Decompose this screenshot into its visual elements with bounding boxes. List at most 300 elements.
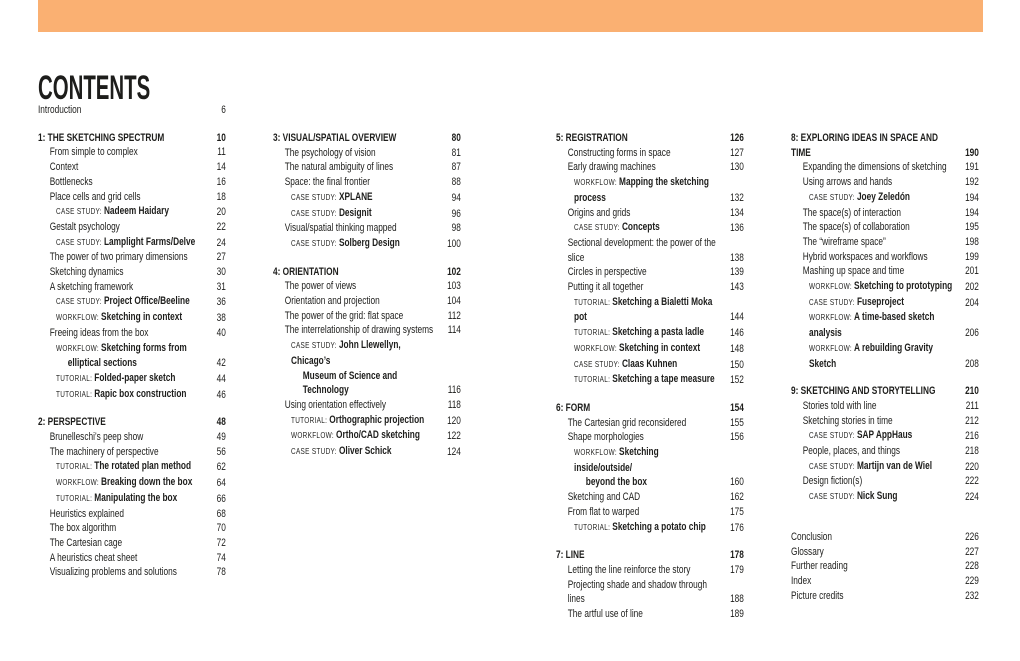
toc-block [556, 401, 744, 535]
toc-entry [791, 235, 979, 250]
entry-title: Visual/spatial thinking mapped [284, 222, 397, 235]
entry-title: Space: the final frontier [284, 176, 371, 189]
toc-entry [556, 607, 744, 622]
entry-title: From flat to warped [567, 505, 640, 518]
toc-entry [556, 220, 744, 236]
toc-entry [791, 206, 979, 221]
page-title: CONTENTS [38, 68, 151, 107]
section-header [38, 131, 226, 146]
page-number: 208 [965, 357, 979, 370]
page-number: 175 [730, 505, 744, 518]
entry-prefix: TUTORIAL: [56, 389, 95, 399]
entry-title: A sketching framework [49, 280, 134, 293]
toc-entry [273, 160, 461, 175]
entry-title: Further reading [791, 560, 848, 573]
toc-entry [38, 160, 226, 175]
toc-entry [38, 250, 226, 265]
entry-title: Circles in perspective [567, 266, 647, 279]
entry-title: Freeing ideas from the box [49, 326, 149, 339]
toc-entry [556, 146, 744, 161]
toc-entry [791, 295, 979, 311]
toc-entry [556, 160, 744, 175]
toc-entry [556, 325, 744, 341]
page-number: 14 [216, 161, 226, 174]
entry-prefix: CASE STUDY: [56, 297, 104, 307]
toc-entry [273, 428, 461, 444]
accent-bar [38, 0, 983, 32]
section-header [791, 131, 979, 160]
page-number: 44 [216, 372, 226, 385]
page-number: 155 [730, 416, 744, 429]
page-number: 232 [965, 589, 979, 602]
page-number: 31 [216, 280, 226, 293]
toc-entry [38, 371, 226, 387]
section-header [556, 548, 744, 563]
entry-prefix: TUTORIAL: [574, 297, 613, 307]
section-title: 5: REGISTRATION [556, 132, 628, 144]
page-number: 218 [965, 445, 979, 458]
entry-title: WORKFLOW: Sketching inside/outside/ [574, 446, 659, 474]
toc-entry [38, 326, 226, 341]
toc-entry [38, 507, 226, 522]
entry-title: CASE STUDY: Joey Zeledón [809, 190, 910, 203]
section-header [38, 415, 226, 430]
toc-entry [38, 294, 226, 310]
toc-block [38, 131, 226, 403]
toc-entry [273, 444, 461, 460]
section-page-number: 48 [216, 416, 226, 429]
page-number: 199 [965, 250, 979, 263]
page-number: 30 [216, 266, 226, 279]
section-header [556, 401, 744, 416]
entry-prefix: CASE STUDY: [291, 238, 339, 248]
page-number: 27 [216, 251, 226, 264]
toc-entry [556, 563, 744, 578]
section-page-number: 10 [216, 131, 226, 144]
entry-title: TUTORIAL: Manipulating the box [56, 491, 178, 504]
entry-title-line2: elliptical sections [67, 357, 137, 370]
entry-title: CASE STUDY: Concepts [574, 221, 660, 234]
page-number: 130 [730, 161, 744, 174]
entry-title: The natural ambiguity of lines [284, 161, 394, 174]
entry-title: Heuristics explained [49, 507, 124, 520]
toc-entry [273, 398, 461, 413]
page-number: 160 [730, 476, 744, 489]
toc-entry [38, 204, 226, 220]
toc-block [38, 103, 226, 118]
section-page-number: 80 [451, 132, 461, 144]
entry-title: CASE STUDY: Martijn van de Wiel [809, 459, 933, 472]
page-number: 176 [730, 521, 744, 534]
page-number: 62 [216, 461, 226, 474]
toc-block [273, 131, 461, 252]
entry-prefix: WORKFLOW: [809, 313, 855, 323]
page-number: 56 [216, 445, 226, 458]
entry-title: CASE STUDY: Claas Kuhnen [574, 357, 678, 370]
toc-block [38, 415, 226, 580]
entry-title: From simple to complex [49, 146, 138, 159]
page-number: 191 [965, 161, 979, 174]
page-number: 78 [216, 566, 226, 579]
entry-prefix: TUTORIAL: [291, 415, 330, 425]
entry-title: Picture credits [791, 589, 844, 602]
toc-entry [791, 559, 979, 574]
entry-prefix: WORKFLOW: [574, 343, 620, 353]
page-number: 24 [216, 236, 226, 249]
page-number: 103 [447, 280, 461, 293]
page-number: 179 [730, 563, 744, 576]
section-title: 9: SKETCHING AND STORYTELLING [791, 385, 936, 398]
page-number: 227 [965, 545, 979, 558]
page-number: 70 [216, 522, 226, 535]
toc-entry [791, 279, 979, 295]
page-number: 64 [216, 477, 226, 490]
page-number: 98 [451, 222, 461, 235]
page-number: 66 [216, 492, 226, 505]
page-number: 211 [965, 399, 979, 412]
entry-title: TUTORIAL: Sketching a Bialetti Moka pot [574, 295, 713, 324]
entry-title: CASE STUDY: Project Office/Beeline [56, 295, 190, 308]
entry-title-line2: beyond the box [585, 476, 648, 489]
section-title: 7: LINE [556, 549, 585, 562]
entry-prefix: WORKFLOW: [56, 313, 102, 323]
page-number: 136 [730, 222, 744, 235]
entry-title: WORKFLOW: A time-based sketch analysis [809, 311, 935, 340]
page-number: 100 [447, 237, 461, 250]
toc-entry [38, 280, 226, 295]
entry-title: Context [49, 161, 79, 174]
page-number: 127 [730, 146, 744, 159]
entry-title: Expanding the dimensions of sketching [802, 161, 947, 174]
entry-prefix: TUTORIAL: [574, 328, 613, 338]
entry-title: Conclusion [791, 530, 833, 543]
entry-title: TUTORIAL: The rotated plan method [56, 460, 192, 473]
page-number: 72 [216, 536, 226, 549]
toc-block [791, 384, 979, 505]
toc-entry [791, 341, 979, 371]
entry-title: WORKFLOW: Ortho/CAD sketching [291, 429, 420, 442]
entry-title: WORKFLOW: Breaking down the box [56, 476, 193, 489]
page-number: 188 [730, 593, 744, 606]
entry-title: TUTORIAL: Orthographic projection [291, 413, 425, 426]
toc-entry [556, 445, 744, 490]
entry-title: TUTORIAL: Sketching a potato chip [574, 520, 706, 533]
toc-entry [273, 309, 461, 324]
toc-column-3 [556, 103, 744, 622]
page-number: 6 [221, 104, 226, 116]
page-number: 194 [965, 191, 979, 204]
page-number: 134 [730, 206, 744, 219]
section-title: 3: VISUAL/SPATIAL OVERVIEW [273, 132, 397, 144]
toc-entry [791, 220, 979, 235]
page-number: 216 [965, 430, 979, 443]
entry-title: CASE STUDY: Oliver Schick [291, 445, 392, 458]
toc-entry [791, 444, 979, 459]
entry-prefix: CASE STUDY: [291, 208, 339, 218]
toc-entry [38, 475, 226, 491]
entry-title: Bottlenecks [49, 175, 93, 188]
section-page-number: 210 [965, 385, 979, 398]
toc-entry [556, 372, 744, 388]
entry-title: Place cells and grid cells [49, 190, 141, 203]
entry-title: CASE STUDY: Nick Sung [809, 490, 898, 503]
toc-entry [38, 103, 226, 118]
entry-prefix: CASE STUDY: [809, 297, 857, 307]
toc-entry [273, 279, 461, 294]
toc-entry [556, 341, 744, 357]
toc-entry [38, 445, 226, 460]
entry-prefix: CASE STUDY: [56, 237, 104, 247]
entry-title: The power of the grid: flat space [284, 309, 404, 322]
toc-entry [791, 474, 979, 489]
toc-entry [791, 175, 979, 190]
toc-entry [38, 341, 226, 371]
toc-entry [791, 459, 979, 475]
toc-entry [38, 565, 226, 580]
toc-column-1 [38, 103, 226, 580]
page-number: 156 [730, 431, 744, 444]
entry-title: WORKFLOW: Sketching to prototyping [809, 280, 953, 293]
toc-entry [38, 220, 226, 235]
entry-title: Projecting shade and shadow through lines [567, 578, 708, 606]
section-header [273, 131, 461, 146]
page-number: 152 [730, 374, 744, 387]
entry-title: The box algorithm [49, 522, 117, 535]
section-title: 2: PERSPECTIVE [38, 416, 106, 429]
toc-entry [556, 520, 744, 536]
entry-prefix: CASE STUDY: [574, 223, 622, 233]
section-header [791, 384, 979, 399]
entry-title: WORKFLOW: Mapping the sketching process [574, 176, 709, 204]
page-number: 16 [216, 175, 226, 188]
toc-entry [791, 160, 979, 175]
entry-prefix: TUTORIAL: [56, 493, 95, 503]
section-page-number: 126 [730, 132, 744, 144]
toc-entry [273, 236, 461, 252]
page-number: 68 [216, 507, 226, 520]
toc-entry [273, 146, 461, 161]
toc-entry [791, 545, 979, 560]
section-title: 1: THE SKETCHING SPECTRUM [38, 131, 165, 144]
page-number: 146 [730, 327, 744, 340]
toc-entry [273, 175, 461, 190]
toc-entry [38, 521, 226, 536]
toc-entry [556, 265, 744, 280]
page-number: 204 [965, 296, 979, 309]
entry-title: WORKFLOW: Sketching in context [574, 341, 701, 354]
entry-title: Visualizing problems and solutions [49, 566, 177, 579]
toc-block [556, 548, 744, 622]
toc-entry [791, 250, 979, 265]
toc-entry [791, 264, 979, 279]
entry-prefix: CASE STUDY: [574, 359, 622, 369]
entry-title: Design fiction(s) [802, 475, 863, 488]
page-number: 198 [965, 235, 979, 248]
toc-entry [38, 536, 226, 551]
entry-prefix: WORKFLOW: [809, 282, 855, 292]
entry-title: People, places, and things [802, 445, 901, 458]
section-title: 8: EXPLORING IDEAS IN SPACE AND TIME [791, 132, 939, 159]
section-page-number: 178 [730, 549, 744, 562]
toc-block [556, 131, 744, 388]
page-number: 220 [965, 460, 979, 473]
entry-title: CASE STUDY: John Llewellyn, Chicago’s [291, 339, 401, 367]
page-number: 42 [216, 357, 226, 370]
entry-prefix: TUTORIAL: [56, 373, 95, 383]
toc-entry [38, 175, 226, 190]
entry-title: Glossary [791, 545, 824, 558]
page-number: 206 [965, 327, 979, 340]
entry-title: Gestalt psychology [49, 220, 120, 233]
toc-entry [38, 235, 226, 251]
entry-title: Putting it all together [567, 281, 644, 294]
toc-entry [556, 416, 744, 431]
entry-title: A heuristics cheat sheet [49, 551, 138, 564]
page-number: 222 [965, 475, 979, 488]
toc-entry [38, 190, 226, 205]
toc-entry [38, 551, 226, 566]
section-title: 4: ORIENTATION [273, 265, 339, 278]
entry-title: The machinery of perspective [49, 445, 159, 458]
page-number: 46 [216, 388, 226, 401]
toc-entry [791, 530, 979, 545]
entry-prefix: WORKFLOW: [809, 343, 855, 353]
section-page-number: 190 [965, 146, 979, 159]
page-number: 120 [447, 414, 461, 427]
entry-title: The Cartesian grid reconsidered [567, 416, 687, 429]
entry-title: Early drawing machines [567, 161, 656, 174]
toc-entry [556, 578, 744, 607]
page-number: 38 [216, 312, 226, 325]
entry-title: Using arrows and hands [802, 176, 893, 189]
entry-prefix: WORKFLOW: [56, 478, 102, 488]
entry-title: TUTORIAL: Rapic box construction [56, 387, 187, 400]
entry-title: TUTORIAL: Sketching a pasta ladle [574, 326, 705, 339]
page-number: 104 [447, 295, 461, 308]
entry-title: Hybrid workspaces and workflows [802, 250, 928, 263]
toc-entry [556, 357, 744, 373]
entry-prefix: WORKFLOW: [291, 431, 337, 441]
entry-prefix: TUTORIAL: [56, 462, 95, 472]
entry-title: Stories told with line [802, 399, 877, 412]
toc-entry [791, 589, 979, 604]
page-number: 124 [447, 446, 461, 459]
entry-title: TUTORIAL: Sketching a tape measure [574, 373, 715, 386]
toc-entry [38, 430, 226, 445]
entry-title: CASE STUDY: Solberg Design [291, 236, 400, 249]
toc-entry [273, 221, 461, 236]
page-number: 18 [216, 190, 226, 203]
page-number: 144 [730, 311, 744, 324]
entry-title: CASE STUDY: Nadeem Haidary [56, 205, 169, 218]
page-number: 202 [965, 281, 979, 294]
entry-title: Mashing up space and time [802, 265, 905, 278]
entry-title: Sketching dynamics [49, 266, 124, 279]
page-number: 116 [447, 384, 461, 397]
entry-title: CASE STUDY: Lamplight Farms/Delve [56, 235, 196, 248]
toc-entry [791, 190, 979, 206]
section-header [273, 265, 461, 280]
entry-title: The “wireframe space” [802, 235, 886, 248]
entry-title: Letting the line reinforce the story [567, 563, 691, 576]
toc-entry [556, 430, 744, 445]
toc-block [791, 530, 979, 604]
page-number: 212 [965, 414, 979, 427]
toc-entry [791, 310, 979, 340]
entry-prefix: WORKFLOW: [574, 448, 620, 458]
toc-entry [273, 413, 461, 429]
toc-block [273, 265, 461, 460]
entry-title: WORKFLOW: Sketching forms from [56, 341, 187, 354]
page-number: 189 [730, 608, 744, 621]
page-number: 20 [216, 206, 226, 219]
entry-prefix: CASE STUDY: [809, 461, 857, 471]
entry-prefix: CASE STUDY: [291, 192, 339, 202]
toc-column-4 [791, 103, 979, 603]
entry-prefix: WORKFLOW: [574, 178, 620, 188]
section-title: 6: FORM [556, 401, 591, 414]
toc-block [791, 131, 979, 371]
toc-entry [273, 323, 461, 338]
toc-entry [38, 265, 226, 280]
entry-title: TUTORIAL: Folded-paper sketch [56, 371, 176, 384]
toc-entry [791, 574, 979, 589]
page-number: 228 [965, 560, 979, 573]
toc-entry [791, 414, 979, 429]
toc-entry [38, 459, 226, 475]
section-page-number: 154 [730, 401, 744, 414]
page-number: 162 [730, 491, 744, 504]
page-number: 194 [965, 206, 979, 219]
page-number: 224 [965, 491, 979, 504]
entry-title: Origins and grids [567, 206, 631, 219]
entry-title: Sketching stories in time [802, 414, 893, 427]
page-number: 81 [451, 146, 461, 159]
entry-title: Introduction [38, 104, 82, 116]
entry-title: The power of views [284, 280, 357, 293]
page-number: 148 [730, 342, 744, 355]
entry-prefix: CASE STUDY: [809, 192, 857, 202]
entry-title: Sketching and CAD [567, 491, 641, 504]
entry-title: WORKFLOW: A rebuilding Gravity Sketch [809, 341, 934, 370]
entry-prefix: TUTORIAL: [574, 522, 613, 532]
entry-title: The space(s) of collaboration [802, 221, 910, 234]
toc-entry [38, 387, 226, 403]
page-number: 139 [730, 266, 744, 279]
entry-prefix: CASE STUDY: [291, 341, 339, 351]
section-header [556, 131, 744, 146]
toc-entry [791, 399, 979, 414]
section-page-number: 102 [447, 265, 461, 278]
page-number: 195 [965, 221, 979, 234]
page-number: 226 [965, 530, 979, 543]
entry-prefix: CASE STUDY: [56, 207, 104, 217]
toc-entry [791, 489, 979, 505]
entry-title-line2: Museum of Science and Technology [302, 369, 398, 397]
entry-title: Using orientation effectively [284, 398, 387, 411]
toc-entry [556, 206, 744, 221]
toc-entry [273, 294, 461, 309]
page-number: 49 [216, 431, 226, 444]
page-number: 192 [965, 176, 979, 189]
entry-title: Constructing forms in space [567, 146, 671, 159]
toc-column-2 [273, 103, 461, 460]
entry-title: Sectional development: the power of the slice [567, 236, 716, 264]
page-number: 229 [965, 574, 979, 587]
toc-entry [556, 175, 744, 205]
toc-entry [556, 280, 744, 295]
page-number: 74 [216, 551, 226, 564]
